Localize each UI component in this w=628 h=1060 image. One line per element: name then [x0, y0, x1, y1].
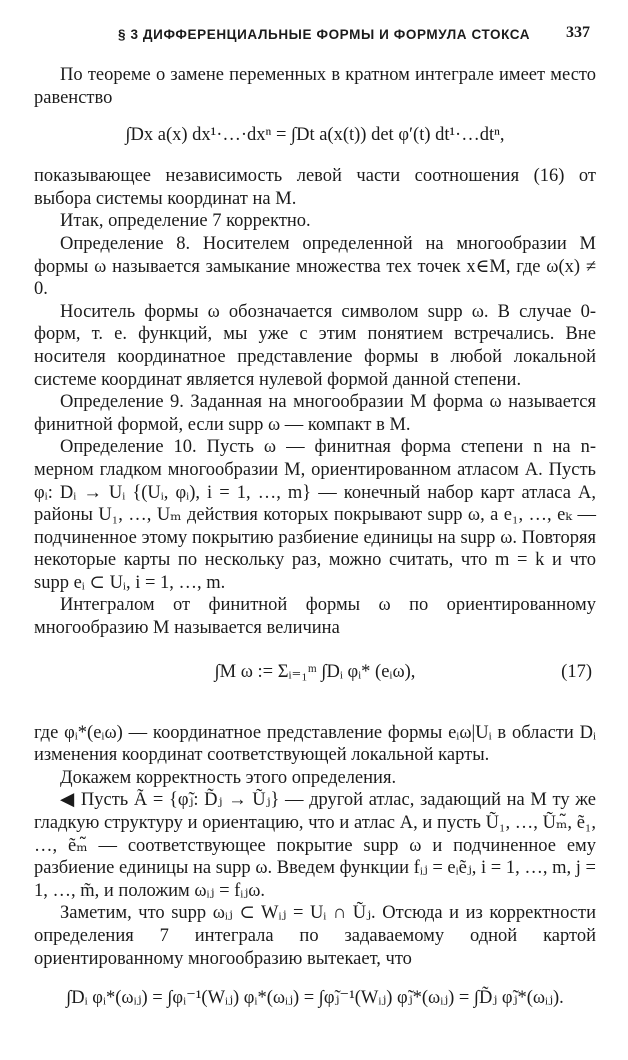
formula-chart-independence: ∫Dᵢ φᵢ*(ωᵢⱼ) = ∫φᵢ⁻¹(Wᵢⱼ) φᵢ*(ωᵢⱼ) = ∫φ̃ⱼ⁻¹(Wᵢⱼ) φ̃ⱼ*(ωᵢⱼ) = ∫D̃ⱼ φ̃ⱼ*(ωᵢⱼ).	[66, 988, 564, 1009]
paragraph: Интегралом от финитной формы ω по ориентированному многообразию M называется величина	[34, 595, 596, 639]
page-body	[34, 64, 596, 1060]
equation-number: (17)	[561, 661, 592, 682]
paragraph: Заметим, что supp ωᵢⱼ ⊂ Wᵢⱼ = Uᵢ ∩ Ũⱼ. Отсюда и из корректности определения 7 интеграла по задаваемому одной картой ориентированному многообразию вытекает, что	[34, 903, 596, 969]
paragraph: Докажем корректность этого определения.	[60, 767, 397, 788]
definition-8: Определение 8. Носителем определенной на многообразии M формы ω называется замыкание множества тех точек x∈M, где ω(x) ≠ 0.	[34, 233, 596, 300]
paragraph: где φᵢ*(eᵢω) — координатное представление формы eᵢω|Uᵢ в области Dᵢ изменения координат соответствующей локальной карты.	[34, 722, 596, 766]
definition-9: Определение 9. Заданная на многообразии M форма ω называется финитной формой, если supp ω — компакт в M.	[34, 392, 596, 435]
paragraph: ◀ Пусть Ã = {φ̃ⱼ: D̃ⱼ → Ũⱼ} — другой атлас, задающий на M ту же гладкую структуру и ориентацию, что и атлас A, и пусть Ũ₁, …, Ũₘ̃, ẽ₁, …, ẽₘ̃ — соответствующее покрытие supp ω и подчиненное ему разбиение единицы на supp ω. Введем функции fᵢⱼ = eᵢẽⱼ, i = 1, …, m, j = 1, …, m̃, и положим ωᵢⱼ = fᵢⱼω.	[34, 790, 596, 901]
running-title: § 3 ДИФФЕРЕНЦИАЛЬНЫЕ ФОРМЫ И ФОРМУЛА СТОКСА	[118, 27, 531, 42]
page-number: 337	[566, 24, 590, 41]
formula-17-body: ∫M ω := Σᵢ₌₁ᵐ ∫Dᵢ φᵢ* (eᵢω),	[214, 661, 416, 682]
paragraph: показывающее независимость левой части соотношения (16) от выбора системы координат на M.	[34, 166, 596, 209]
page-header	[32, 24, 596, 48]
paragraph: Итак, определение 7 корректно.	[60, 211, 311, 232]
formula-17	[34, 640, 596, 722]
paragraph: Носитель формы ω обозначается символом supp ω. В случае 0-форм, т. е. функций, мы уже с этим понятием встречались. Вне носителя координатное представление формы в любой локальной системе координат является нулевой формой данной степени.	[34, 301, 596, 390]
definition-10: Определение 10. Пусть ω — финитная форма степени n на n-мерном гладком многообразии M, ориентированном атласом A. Пусть φᵢ: Dᵢ → Uᵢ {(Uᵢ, φᵢ), i = 1, …, m} — конечный набор карт атласа A, районы U₁, …, Uₘ действия которых покрывают supp ω, а e₁, …, eₖ — подчиненное этому покрытию разбиение единицы на supp ω. Повторяя некоторые карты по нескольку раз, можно считать, что m = k и что supp eᵢ ⊂ Uᵢ, i = 1, …, m.	[34, 437, 596, 593]
formula-change-of-variables: ∫Dx a(x) dx¹·…·dxⁿ = ∫Dt a(x(t)) det φ′(t) dt¹·…dtⁿ,	[125, 125, 505, 146]
paragraph: По теореме о замене переменных в кратном интеграле имеет место равенство	[34, 65, 596, 108]
